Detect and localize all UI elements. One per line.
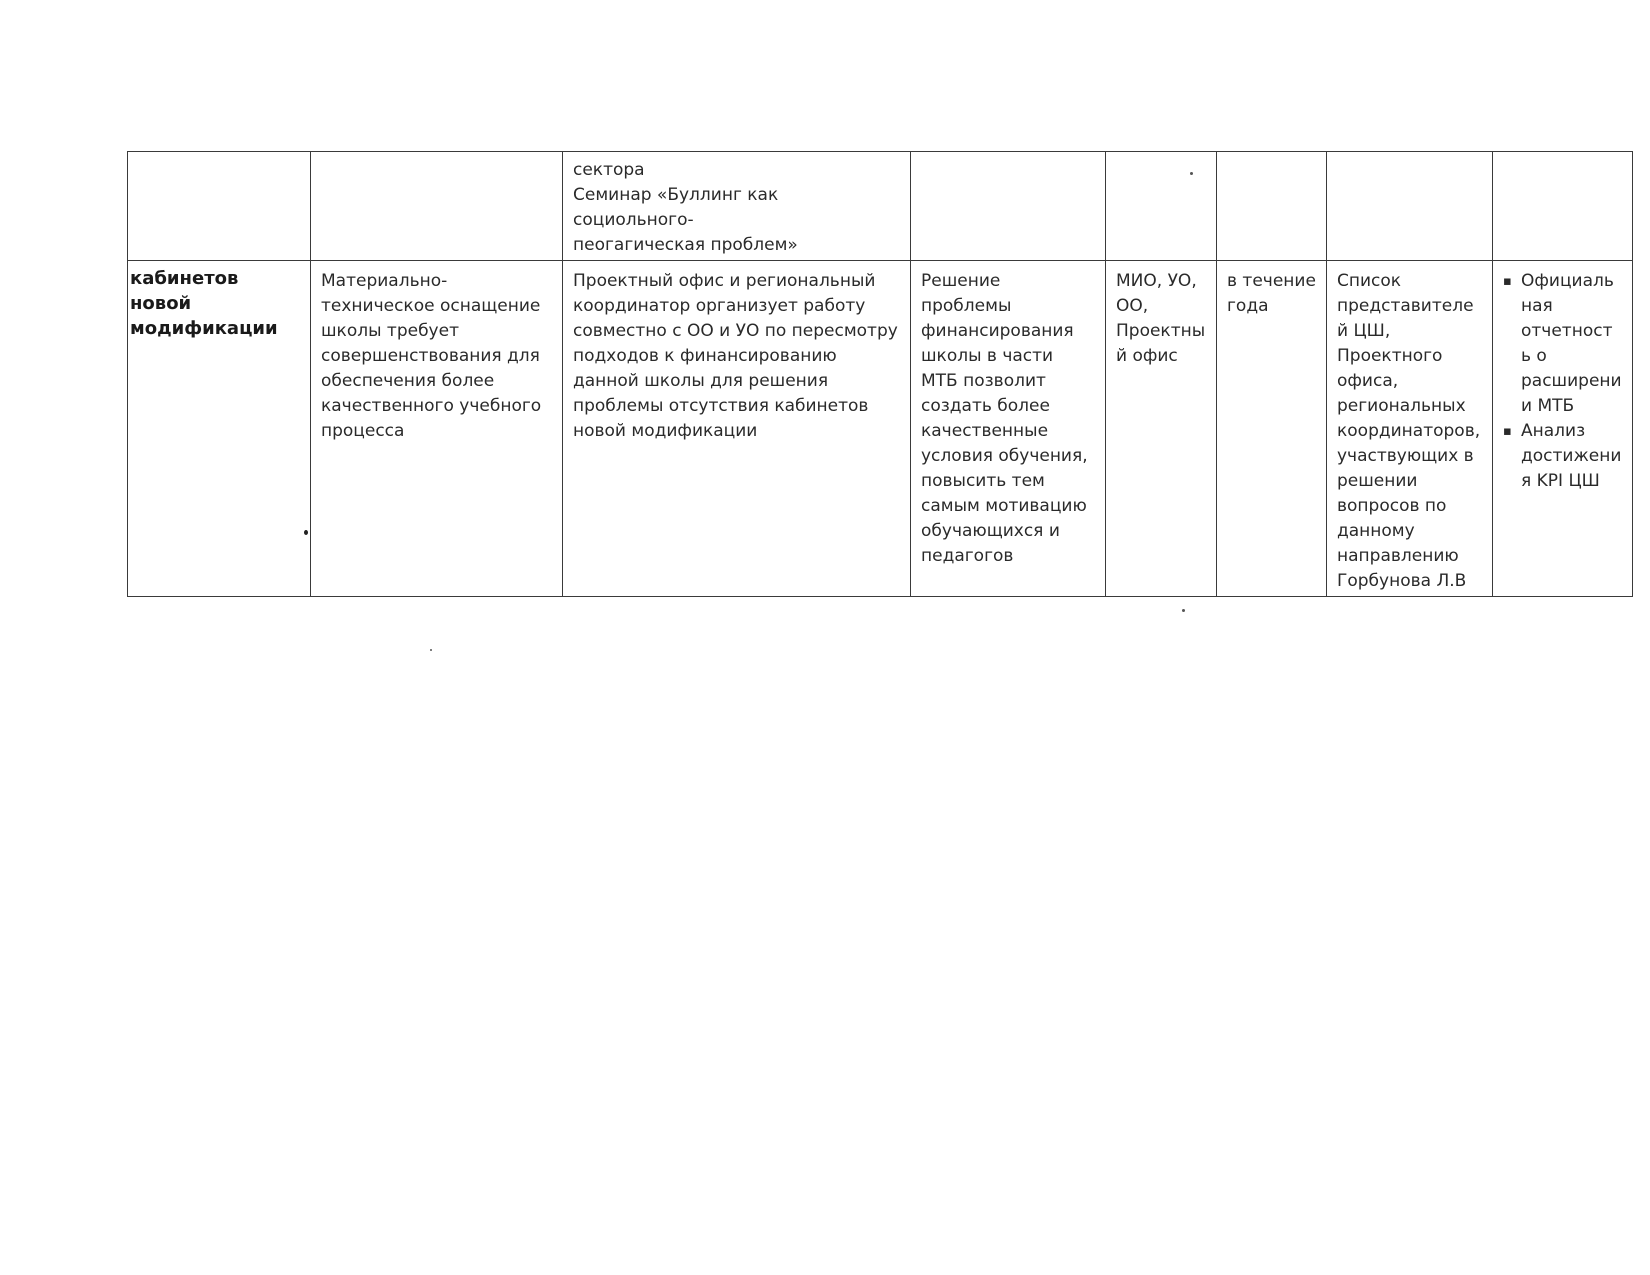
reporting-item-text: Официальная отчетность о расширении МТБ [1521,271,1622,416]
problem-cell [128,261,311,597]
deadline-text: в течение года [1227,271,1316,316]
scan-speck [1190,172,1193,175]
expected-result-cell [911,261,1106,597]
action-plan-table [127,151,1633,597]
reason-text: Материально-техническое оснащение школы требует совершенствования для обеспечения более качественного учебного процесса [321,271,542,441]
measures-line: пеогагическая проблем» [573,235,798,255]
bullet-icon: ▪ [1503,274,1512,289]
measures-text: Проектный офис и региональный координатор организует работу совместно с ОО и УО по пересмотру подходов к финансированию данной школы для решения проблемы отсутствия кабинетов новой модификации [573,271,898,441]
participants-text: Список представителей ЦШ, Проектного офиса, региональных координаторов, участвующих в решении вопросов по данному направлению Горбунова Л.В [1337,271,1481,591]
reporting-cell [1493,261,1633,597]
scan-speck [430,649,432,651]
responsible-cell [1106,261,1217,597]
table-row [128,152,1633,261]
reporting-cell [1493,152,1633,261]
table-row [128,261,1633,597]
scan-speck [1182,609,1185,612]
deadline-cell [1217,152,1327,261]
reporting-item-text: Анализ достижения KPI ЦШ [1521,421,1622,491]
participants-cell [1327,152,1493,261]
responsible-text: МИО, УО, ОО, Проектный офис [1116,271,1206,366]
scan-speck [304,530,308,535]
expected-result-text: Решение проблемы финансирования школы в части МТБ позволит создать более качественные условия обучения, повысить тем самым мотивацию обучающихся и педагогов [921,271,1088,566]
list-item [1503,269,1622,419]
reason-cell [311,152,563,261]
expected-result-cell [911,152,1106,261]
problem-text: кабинетов новой модификации [130,268,278,339]
measures-line: сектора [573,160,645,180]
bullet-icon: ▪ [1503,424,1512,439]
responsible-cell [1106,152,1217,261]
reporting-list [1503,269,1622,494]
participants-cell [1327,261,1493,597]
problem-cell [128,152,311,261]
list-item [1503,419,1622,494]
deadline-cell [1217,261,1327,597]
reason-cell [311,261,563,597]
measures-cell [563,152,911,261]
measures-cell [563,261,911,597]
measures-line: Семинар «Буллинг как социольного- [573,185,779,230]
